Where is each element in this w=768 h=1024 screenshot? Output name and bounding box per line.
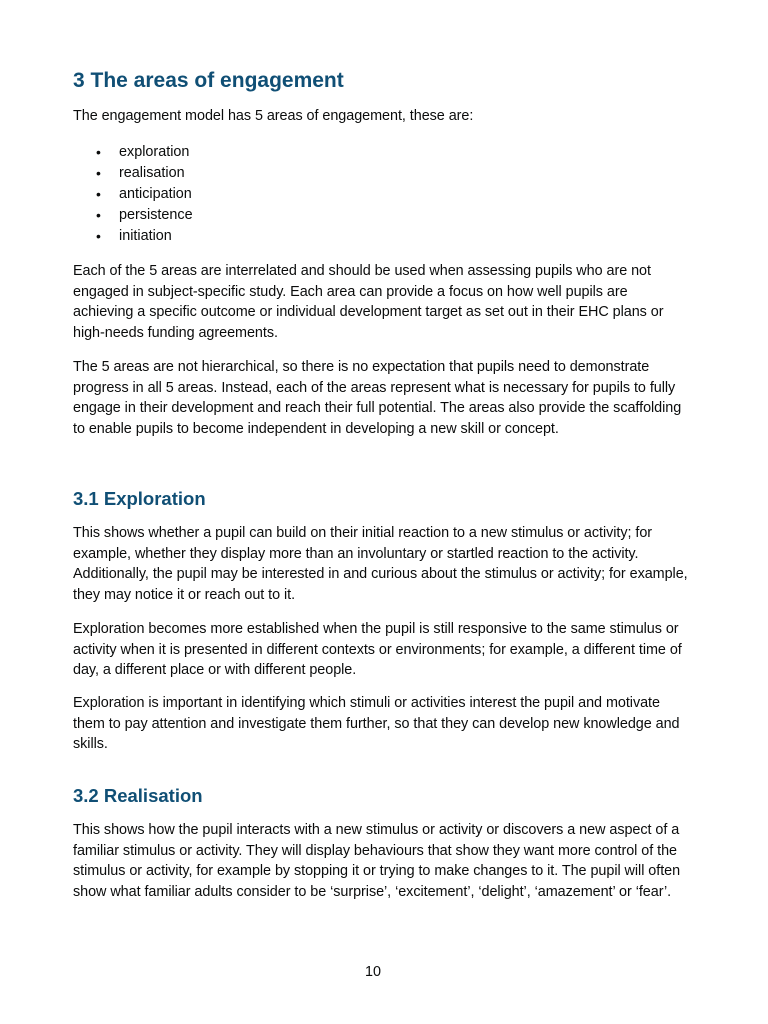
body-paragraph: The 5 areas are not hierarchical, so there is no expectation that pupils need to demonstrate progress in all 5 areas. Instead, each of the areas represent what is necessary for pupils to fully engage in their development and reach their full potential. The areas also provide the scaffolding to enable pupils to become independent in developing a new skill or concept. bbox=[73, 359, 682, 438]
list-item-text: exploration bbox=[119, 144, 190, 160]
body-paragraph: Each of the 5 areas are interrelated and should be used when assessing pupils who are not engaged in subject-specific study. Each area can provide a focus on how well pupils are achieving a specific outcome or individual development target as set out in their EHC plans or high-needs funding agreements. bbox=[73, 263, 664, 342]
list-item-text: realisation bbox=[119, 165, 185, 181]
body-paragraph: This shows whether a pupil can build on their initial reaction to a new stimulus or activity; for example, whether they display more than an involuntary or startled reaction to the activity. Additionally, the pupil may be interested in and curious about the stimulus or activity; for example, they may notice it or reach out to it. bbox=[73, 525, 688, 604]
section-heading-areas-of-engagement: 3 The areas of engagement bbox=[73, 69, 344, 92]
subsection-heading-realisation: 3.2 Realisation bbox=[73, 785, 203, 806]
body-paragraph: Exploration becomes more established when the pupil is still responsive to the same stimulus or activity when it is presented in different contexts or environments; for example, a different time of day, a different place or with different people. bbox=[73, 621, 682, 679]
body-paragraph: This shows how the pupil interacts with a new stimulus or activity or discovers a new aspect of a familiar stimulus or activity. They will display behaviours that show they want more control of the stimulus or activity, for example by stopping it or trying to make changes to it. The pupil will often show what familiar adults consider to be ‘surprise’, ‘excitement’, ‘delight’, ‘amazement’ or ‘fear’. bbox=[73, 822, 681, 901]
list-item-text: anticipation bbox=[119, 186, 192, 202]
bullet-icon: • bbox=[96, 207, 101, 223]
list-item bbox=[73, 142, 193, 163]
list-item bbox=[73, 205, 193, 226]
bullet-icon: • bbox=[96, 186, 101, 202]
bullet-icon: • bbox=[96, 144, 101, 160]
list-item-text: initiation bbox=[119, 228, 172, 244]
intro-paragraph: The engagement model has 5 areas of engagement, these are: bbox=[73, 108, 474, 124]
body-paragraph: Exploration is important in identifying which stimuli or activities interest the pupil and motivate them to pay attention and investigate them further, so that they can develop new knowledge and skills. bbox=[73, 695, 680, 753]
list-item bbox=[73, 163, 193, 184]
list-item bbox=[73, 226, 193, 247]
subsection-heading-exploration: 3.1 Exploration bbox=[73, 488, 206, 509]
list-item bbox=[73, 184, 193, 205]
engagement-areas-list bbox=[73, 142, 193, 247]
bullet-icon: • bbox=[96, 228, 101, 244]
bullet-icon: • bbox=[96, 165, 101, 181]
list-item-text: persistence bbox=[119, 207, 193, 223]
page-number: 10 bbox=[364, 964, 381, 980]
